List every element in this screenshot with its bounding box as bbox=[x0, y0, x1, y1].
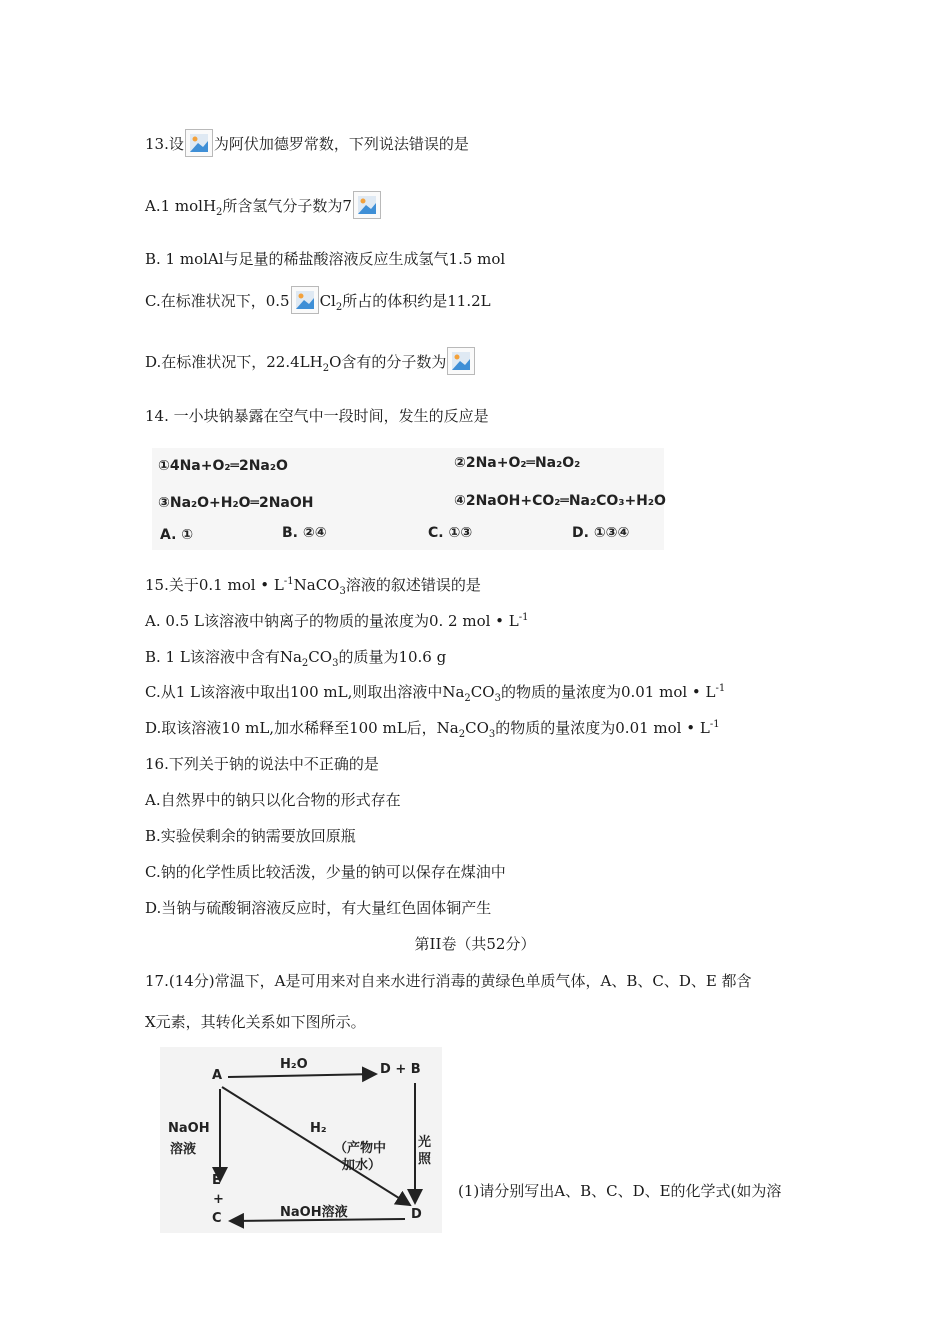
q14-reactions-scan bbox=[152, 448, 664, 550]
reaction-2: ②2Na+O₂═Na₂O₂ bbox=[454, 455, 581, 471]
q13-option-c: C.在标准状况下，0.5 $Cl_2$所占的体积约是11.2L bbox=[145, 286, 491, 314]
q16-option-d: D.当钠与硫酸铜溶液反应时，有大量红色固体铜产生 bbox=[145, 899, 492, 917]
node-d-plus-b: D + B bbox=[380, 1062, 421, 1077]
q17-line-2: X元素，其转化关系如下图所示。 bbox=[145, 1013, 366, 1031]
q15-option-c: C.从1 L该溶液中取出100 mL,则取出溶液中$Na_2CO_3$的物质的量浓度为0.01 mol • $L^{-1}$ bbox=[145, 683, 726, 704]
q17-conversion-diagram bbox=[160, 1047, 442, 1233]
broken-image-icon bbox=[291, 286, 319, 314]
edge-naoh-bottom: NaOH溶液 bbox=[280, 1205, 348, 1220]
q16-option-c: C.钠的化学性质比较活泼，少量的钠可以保存在煤油中 bbox=[145, 863, 506, 881]
reaction-1: ①4Na+O₂═2Na₂O bbox=[158, 458, 288, 474]
reaction-3: ③Na₂O+H₂O═2NaOH bbox=[158, 495, 314, 511]
edge-naoh-solution: 溶液 bbox=[170, 1142, 197, 1157]
q16-option-b: B.实验侯剩余的钠需要放回原瓶 bbox=[145, 827, 356, 845]
q15-option-a: A. 0.5 L该溶液中钠离子的物质的量浓度为0. 2 mol • $L^{-1}$ bbox=[145, 612, 529, 630]
edge-light-1: 光 bbox=[418, 1135, 432, 1150]
section-title: 第II卷（共52分） bbox=[414, 935, 536, 953]
broken-image-icon bbox=[353, 191, 381, 219]
q17-sub-question-1: (1)请分别写出A、B、C、D、E的化学式(如为溶 bbox=[458, 1182, 782, 1200]
note-line-2: 加水） bbox=[342, 1158, 382, 1173]
q17-line-1: 17.(14分)常温下，A是可用来对自来水进行消毒的黄绿色单质气体，A、B、C、D、E 都含 bbox=[145, 972, 752, 990]
q13-stem: 13.设 为阿伏加德罗常数，下列说法错误的是 bbox=[145, 129, 469, 157]
plus-sign: + bbox=[213, 1192, 224, 1207]
q14-option-b: B. ②④ bbox=[282, 525, 327, 541]
q13-option-d: D.在标准状况下，$22.4LH_2O$含有的分子数为 bbox=[145, 347, 476, 375]
node-c: C bbox=[212, 1211, 222, 1226]
q13-option-b: B. 1 molAl与足量的稀盐酸溶液反应生成氢气1.5 mol bbox=[145, 250, 506, 268]
q15-stem: 15.关于0.1 mol • $L^{-1}NaCO_3$溶液的叙述错误的是 bbox=[145, 576, 481, 597]
edge-h2: H₂ bbox=[310, 1121, 327, 1136]
node-e: E bbox=[212, 1173, 221, 1188]
node-d: D bbox=[411, 1207, 422, 1222]
q16-option-a: A.自然界中的钠只以化合物的形式存在 bbox=[145, 791, 401, 809]
q14-stem: 14. 一小块钠暴露在空气中一段时间，发生的反应是 bbox=[145, 407, 489, 425]
q15-option-d: D.取该溶液10 mL,加水稀释至100 mL后，$Na_2CO_3$的物质的量浓度为0.01 mol • $L^{-1}$ bbox=[145, 719, 720, 740]
q14-option-c: C. ①③ bbox=[428, 525, 473, 541]
q15-option-b: B. 1 L该溶液中含有$Na_2CO_3$的质量为10.6 g bbox=[145, 648, 447, 669]
broken-image-icon bbox=[185, 129, 213, 157]
edge-light-2: 照 bbox=[418, 1152, 432, 1167]
edge-h2o: H₂O bbox=[280, 1057, 308, 1072]
q13-option-a: A.1 molH$_2$所含氢气分子数为7 bbox=[145, 191, 382, 219]
q14-option-d: D. ①③④ bbox=[572, 525, 630, 541]
edge-naoh-label: NaOH bbox=[168, 1121, 210, 1136]
q14-option-a: A. ① bbox=[160, 527, 194, 543]
note-line-1: （产物中 bbox=[334, 1141, 387, 1156]
broken-image-icon bbox=[447, 347, 475, 375]
reaction-4: ④2NaOH+CO₂═Na₂CO₃+H₂O bbox=[454, 493, 666, 509]
node-a: A bbox=[212, 1068, 223, 1083]
q16-stem: 16.下列关于钠的说法中不正确的是 bbox=[145, 755, 379, 773]
